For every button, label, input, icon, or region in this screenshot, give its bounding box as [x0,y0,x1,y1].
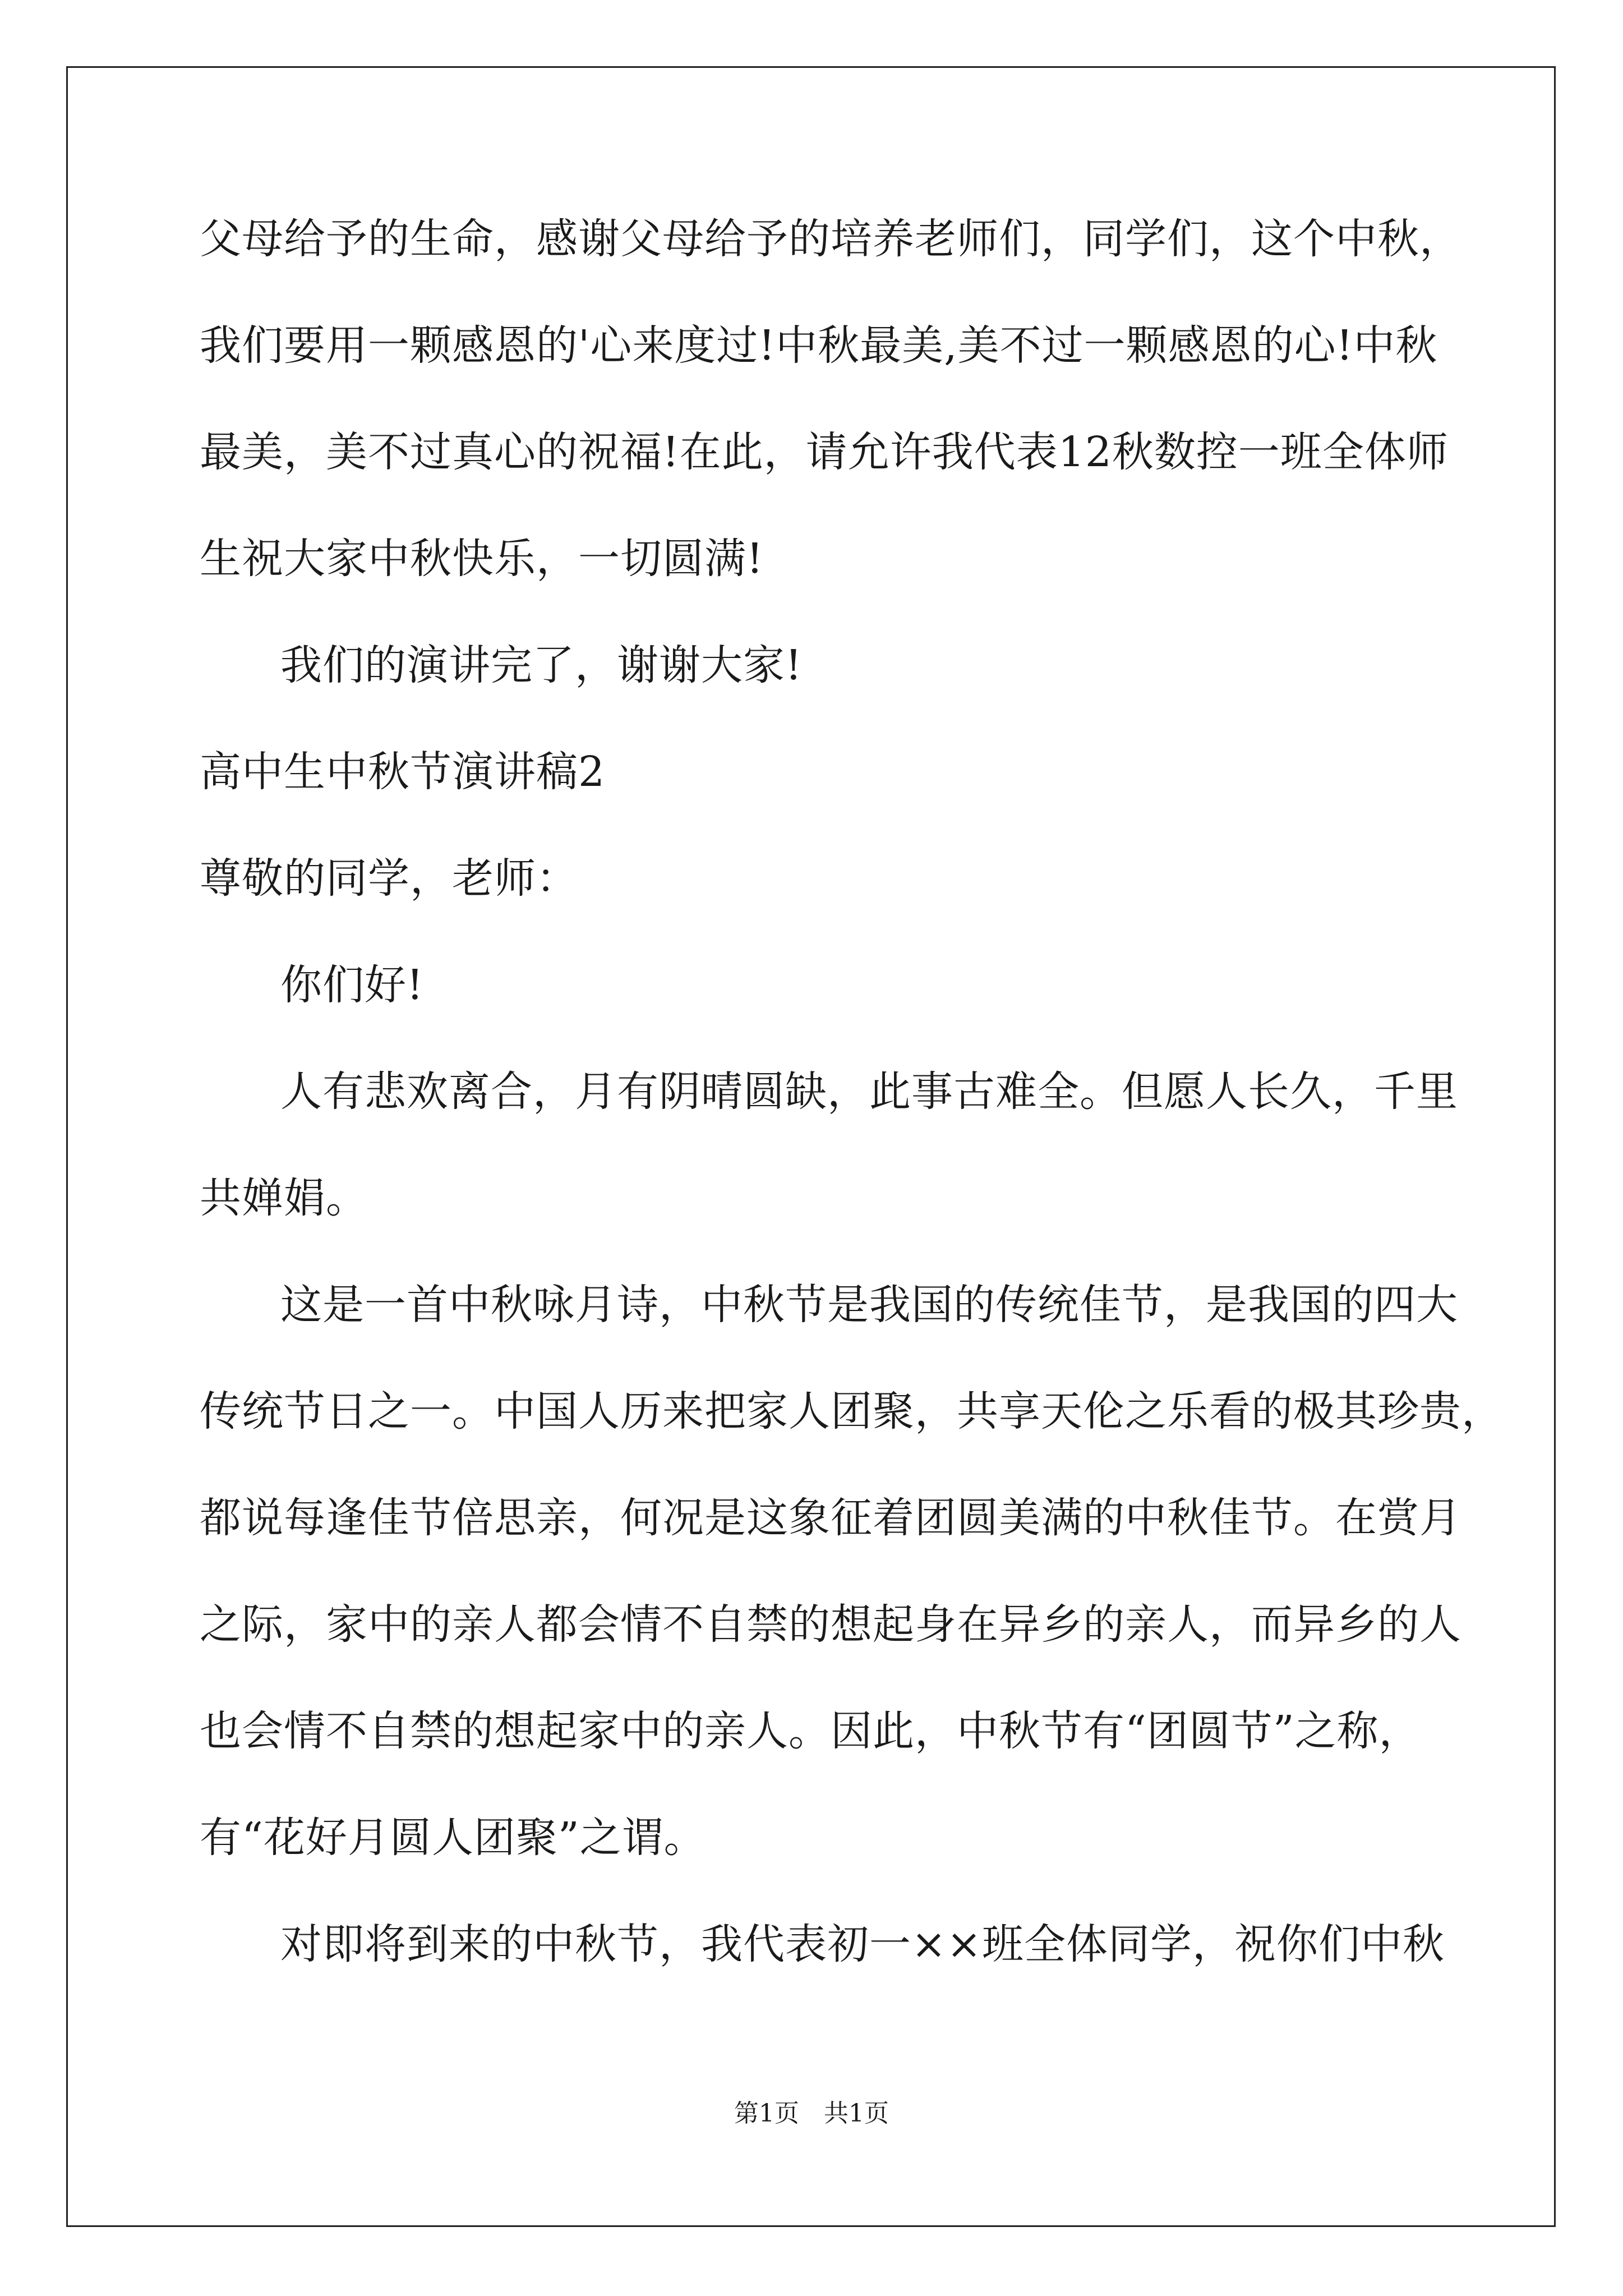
text-line: 生祝大家中秋快乐，一切圆满! [200,535,764,583]
text-line: 也会情不自禁的想起家中的亲人。因此，中秋节有“团圆节”之称， [200,1707,1421,1755]
salutation: 尊敬的同学，老师： [200,854,578,903]
text-line: 人有悲欢离合，月有阴晴圆缺，此事古难全。但愿人长久，千里 [280,1068,1458,1116]
text-line: 父母给予的生命，感谢父母给予的培养老师们，同学们，这个中秋， [200,215,1461,263]
text-line: 传统节日之一。中国人历来把家人团聚，共享天伦之乐看的极其珍贵， [200,1387,1504,1435]
text-line: 都说每逢佳节倍思亲，何况是这象征着团圆美满的中秋佳节。在赏月 [200,1494,1461,1542]
text-line: 我们要用一颗感恩的'心来度过!中秋最美,美不过一颗感恩的心!中秋 [200,321,1438,370]
text-line: 这是一首中秋咏月诗，中秋节是我国的传统佳节，是我国的四大 [280,1281,1458,1329]
text-line: 最美，美不过真心的祝福!在此，请允许我代表12秋数控一班全体师 [200,428,1449,476]
page-border [66,66,1556,2227]
page-footer: 第1页 共1页 [734,2099,889,2128]
text-line: 有“花好月圆人团聚”之谓。 [200,1814,706,1862]
text-line: 对即将到来的中秋节，我代表初一××班全体同学，祝你们中秋 [280,1920,1445,1968]
text-line: 共婵娟。 [200,1174,368,1222]
text-line: 之际，家中的亲人都会情不自禁的想起身在异乡的亲人，而异乡的人 [200,1600,1461,1649]
text-line: 我们的演讲完了，谢谢大家! [280,641,803,689]
greeting: 你们好! [280,961,424,1009]
section-title: 高中生中秋节演讲稿2 [200,748,606,796]
